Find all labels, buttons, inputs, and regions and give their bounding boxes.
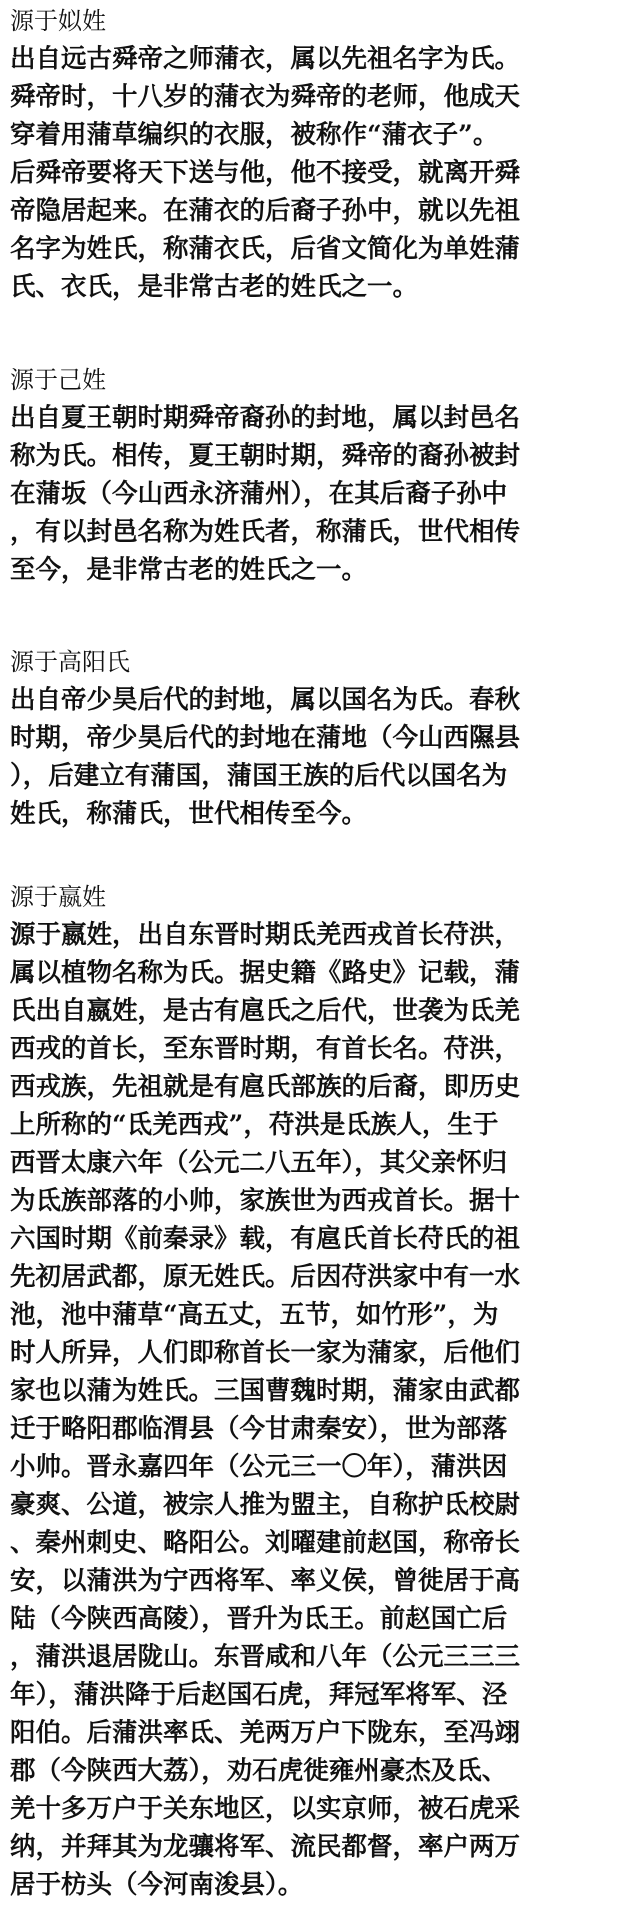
section-ji-surname <box>10 361 630 589</box>
section-heading: 源于嬴姓 <box>10 883 106 911</box>
paragraph-line: 穿着用蒲草编织的衣服，被称作“蒲衣子”。 <box>10 120 499 150</box>
paragraph-line: 后舜帝要将天下送与他，他不接受，就离开舜 <box>10 158 521 188</box>
paragraph-line: 纳，并拜其为龙骧将军、流民都督，率户两万 <box>10 1832 521 1862</box>
paragraph-line: 阳伯。后蒲洪率氐、羌两万户下陇东，至冯翊 <box>10 1718 521 1748</box>
paragraph-line: 时期，帝少昊后代的封地在蒲地（今山西隰县 <box>10 723 521 753</box>
paragraph-line: 舜帝时，十八岁的蒲衣为舜帝的老师，他成天 <box>10 82 521 112</box>
paragraph-line: 迁于略阳郡临渭县（今甘肃秦安），世为部落 <box>10 1414 508 1444</box>
paragraph-line: 名字为姓氏，称蒲衣氏，后省文简化为单姓蒲 <box>10 234 521 264</box>
paragraph-line: 六国时期《前秦录》载，有扈氏首长苻氏的祖 <box>10 1224 521 1254</box>
paragraph-line: 氏、衣氏，是非常古老的姓氏之一。 <box>10 272 419 302</box>
paragraph-line: 豪爽、公道，被宗人推为盟主，自称护氐校尉 <box>10 1490 521 1520</box>
paragraph-line: 西戎的首长，至东晋时期，有首长名。苻洪， <box>10 1034 521 1064</box>
paragraph-line: 帝隐居起来。在蒲衣的后裔子孙中，就以先祖 <box>10 196 521 226</box>
paragraph-line: 西戎族，先祖就是有扈氏部族的后裔，即历史 <box>10 1072 521 1102</box>
paragraph-line: 池，池中蒲草“高五丈，五节，如竹形”，为 <box>10 1300 499 1330</box>
paragraph-line: 出自帝少昊后代的封地，属以国名为氏。春秋 <box>10 685 521 715</box>
paragraph-line: 、秦州刺史、略阳公。刘曜建前赵国，称帝长 <box>10 1528 521 1558</box>
paragraph-line: 居于枋头（今河南浚县）。 <box>10 1870 304 1900</box>
paragraph-line: 郡（今陕西大荔），劝石虎徙雍州豪杰及氐、 <box>10 1756 508 1786</box>
paragraph-line: 年），蒲洪降于后赵国石虎，拜冠军将军、泾 <box>10 1680 508 1710</box>
paragraph-line: 氏出自嬴姓，是古有扈氏之后代，世袭为氐羌 <box>10 996 521 1026</box>
paragraph-line: 在蒲坂（今山西永济蒲州），在其后裔子孙中 <box>10 479 508 509</box>
paragraph-line: 源于嬴姓，出自东晋时期氐羌西戎首长苻洪， <box>10 920 521 950</box>
paragraph-line: 称为氏。相传，夏王朝时期，舜帝的裔孙被封 <box>10 441 521 471</box>
paragraph-line: 上所称的“氐羌西戎”，苻洪是氐族人，生于 <box>10 1110 499 1140</box>
paragraph-line: ，蒲洪退居陇山。东晋咸和八年（公元三三三 <box>10 1642 521 1672</box>
section-heading: 源于高阳氏 <box>10 648 130 676</box>
paragraph-line: 先初居武都，原无姓氏。后因苻洪家中有一水 <box>10 1262 521 1292</box>
paragraph-line: ，有以封邑名称为姓氏者，称蒲氏，世代相传 <box>10 517 521 547</box>
paragraph-line: 时人所异，人们即称首长一家为蒲家，后他们 <box>10 1338 521 1368</box>
paragraph-line: 至今，是非常古老的姓氏之一。 <box>10 555 368 585</box>
section-heading: 源于己姓 <box>10 366 106 394</box>
paragraph-line: 出自夏王朝时期舜帝裔孙的封地，属以封邑名 <box>10 403 521 433</box>
paragraph-line: 姓氏，称蒲氏，世代相传至今。 <box>10 799 368 829</box>
paragraph-line: 羌十多万户于关东地区，以实京师，被石虎采 <box>10 1794 521 1824</box>
section-gaoyang-clan <box>10 643 630 833</box>
section-heading: 源于姒姓 <box>10 7 106 35</box>
paragraph-line: 出自远古舜帝之师蒲衣，属以先祖名字为氏。 <box>10 44 521 74</box>
paragraph-line: 属以植物名称为氏。据史籍《路史》记载，蒲 <box>10 958 521 988</box>
paragraph-line: ），后建立有蒲国，蒲国王族的后代以国名为 <box>10 761 508 791</box>
paragraph-line: 陆（今陕西高陵），晋升为氐王。前赵国亡后 <box>10 1604 508 1634</box>
paragraph-line: 为氐族部落的小帅，家族世为西戎首长。据十 <box>10 1186 521 1216</box>
section-ying-surname <box>10 878 630 1904</box>
paragraph-line: 安，以蒲洪为宁西将军、率义侯，曾徙居于高 <box>10 1566 521 1596</box>
paragraph-line: 西晋太康六年（公元二八五年），其父亲怀归 <box>10 1148 508 1178</box>
paragraph-line: 家也以蒲为姓氏。三国曹魏时期，蒲家由武都 <box>10 1376 521 1406</box>
section-si-surname <box>10 2 630 306</box>
paragraph-line: 小帅。晋永嘉四年（公元三一〇年），蒲洪因 <box>10 1452 508 1482</box>
